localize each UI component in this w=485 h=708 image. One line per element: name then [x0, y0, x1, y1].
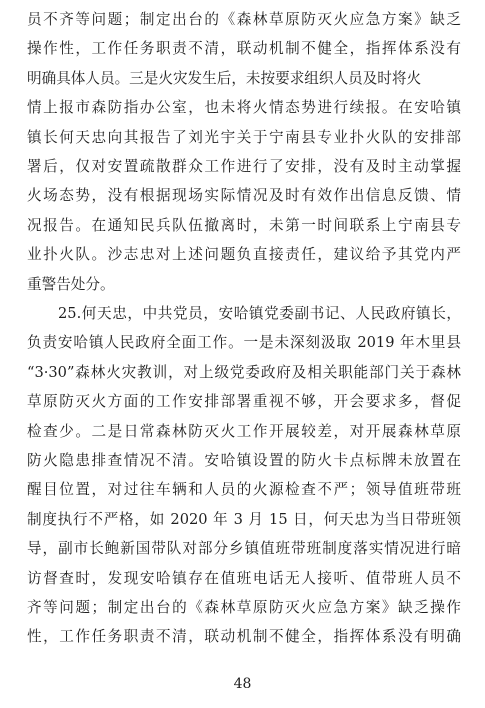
text-line: 明确具体人员。三是火灾发生后，未按要求组织人员及时将火 [27, 69, 422, 87]
text-line: 制度执行不严格，如 2020 年 3 月 15 日，何天忠为当日带班领 [27, 510, 461, 528]
text-line: 防火隐患排查情况不清。安哈镇设置的防火卡点标牌未放置在 [27, 452, 461, 469]
text-line: 情上报市森防指办公室，也未将火情态势进行续报。在安哈镇 [27, 99, 461, 117]
text-line: 草原防灭火方面的工作安排部署重视不够，开会要求多，督促 [27, 393, 461, 411]
text-line: 醒目位置，对过往车辆和人员的火源检查不严；领导值班带班 [27, 481, 461, 499]
text-line: 25.何天忠，中共党员，安哈镇党委副书记、人民政府镇长， [58, 305, 461, 322]
text-line: 负责安哈镇人民政府全面工作。一是未深刻汲取 2019 年木里县 [27, 334, 461, 352]
text-line: 检查少。二是日常森林防灭火工作开展较差，对开展森林草原 [27, 422, 461, 440]
text-line: 镇长何天忠向其报告了刘光宇关于宁南县专业扑火队的安排部 [27, 128, 461, 146]
text-line: “3·30”森林火灾教训，对上级党委政府及相关职能部门关于森林 [27, 363, 461, 381]
page-number: 48 [233, 676, 252, 692]
text-line: 况报告。在通知民兵队伍撤离时，未第一时间联系上宁南县专 [27, 216, 461, 234]
text-line: 齐等问题；制定出台的《森林草原防灭火应急方案》缺乏操作 [27, 599, 461, 616]
text-line: 业扑火队。沙志忠对上述问题负直接责任，建议给予其党内严 [27, 246, 461, 264]
text-line: 性，工作任务职责不清，联动机制不健全，指挥体系没有明确 [27, 628, 461, 646]
text-line: 访督查时，发现安哈镇存在值班电话无人接听、值带班人员不 [27, 569, 461, 587]
text-line: 署后，仅对安置疏散群众工作进行了安排，没有及时主动掌握 [27, 158, 461, 175]
text-line: 员不齐等问题；制定出台的《森林草原防灭火应急方案》缺乏 [27, 11, 461, 28]
text-line: 操作性，工作任务职责不清，联动机制不健全，指挥体系没有 [27, 40, 461, 58]
text-line: 导，副市长鲍新国带队对部分乡镇值班带班制度落实情况进行暗 [27, 540, 461, 558]
text-line: 重警告处分。 [27, 275, 115, 293]
text-line: 火场态势，没有根据现场实际情况及时有效作出信息反馈、情 [27, 187, 461, 205]
